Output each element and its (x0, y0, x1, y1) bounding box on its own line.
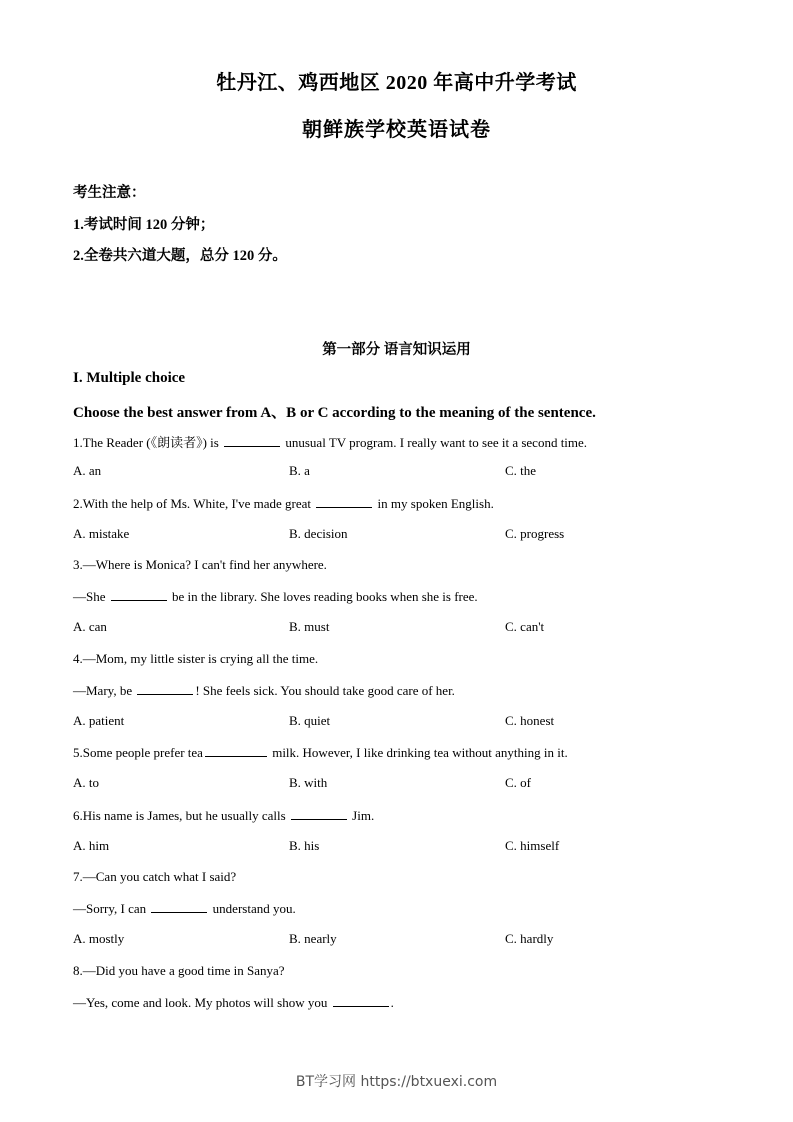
question-4-stem: 4.—Mom, my little sister is crying all the time. (73, 651, 319, 666)
question-4-option-a: A. patient (73, 713, 125, 728)
question-3-option-b: B. must (289, 619, 330, 634)
note-item: 1.考试时间 120 分钟； (73, 217, 215, 233)
question-5-stem: 5.Some people prefer tea milk. However, I like drinking tea without anything in it. (73, 745, 568, 760)
exam-title: 牡丹江、鸡西地区 2020 年高中升学考试 (216, 72, 577, 94)
question-5-option-a: A. to (73, 775, 99, 790)
question-1-stem: 1.The Reader (《朗读者》) is unusual TV program. I really want to see it a second time. (73, 435, 588, 450)
question-2-option-c: C. progress (505, 526, 565, 541)
question-5-option-c: C. of (505, 775, 531, 790)
answer-blank (316, 495, 372, 508)
question-7-stem: 7.—Can you catch what I said? (73, 869, 237, 884)
question-2-option-b: B. decision (289, 526, 348, 541)
question-2-option-a: A. mistake (73, 526, 130, 541)
question-7-option-a: A. mostly (73, 931, 125, 946)
question-6-stem: 6.His name is James, but he usually calls Jim. (73, 808, 375, 823)
question-6-option-b: B. his (289, 838, 320, 853)
question-8-reply: —Yes, come and look. My photos will show you . (73, 995, 394, 1010)
part-title: 第一部分 语言知识运用 (322, 342, 471, 358)
question-6-option-c: C. himself (505, 838, 560, 853)
section-instruction: Choose the best answer from A、B or C according to the meaning of the sentence. (73, 405, 596, 421)
question-1-option-a: A. an (73, 463, 102, 478)
question-4-option-b: B. quiet (289, 713, 331, 728)
question-7-option-c: C. hardly (505, 931, 554, 946)
question-3-stem: 3.—Where is Monica? I can't find her anywhere. (73, 557, 327, 572)
answer-blank (111, 588, 167, 601)
question-5-option-b: B. with (289, 775, 328, 790)
question-3-option-c: C. can't (505, 619, 545, 634)
answer-blank (205, 744, 267, 757)
question-4-option-c: C. honest (505, 713, 555, 728)
watermark-footer: BT学习网 https://btxuexi.com (295, 1074, 498, 1090)
question-3-reply: —She be in the library. She loves reading books when she is free. (73, 589, 478, 604)
note-item: 2.全卷共六道大题，总分 120 分。 (73, 248, 287, 264)
answer-blank (137, 682, 193, 695)
question-2-stem: 2.With the help of Ms. White, I've made great in my spoken English. (73, 496, 494, 511)
question-1-option-c: C. the (505, 463, 537, 478)
answer-blank (151, 900, 207, 913)
question-4-reply: —Mary, be ! She feels sick. You should take good care of her. (73, 683, 455, 698)
notes-heading: 考生注意： (73, 185, 146, 201)
question-1-option-b: B. a (289, 463, 310, 478)
answer-blank (291, 807, 347, 820)
question-6-option-a: A. him (73, 838, 110, 853)
question-3-option-a: A. can (73, 619, 107, 634)
question-8-stem: 8.—Did you have a good time in Sanya? (73, 963, 285, 978)
question-7-option-b: B. nearly (289, 931, 337, 946)
answer-blank (224, 434, 280, 447)
exam-subtitle: 朝鲜族学校英语试卷 (302, 119, 491, 141)
answer-blank (333, 994, 389, 1007)
section-title: I. Multiple choice (73, 370, 186, 386)
question-7-reply: —Sorry, I can understand you. (73, 901, 296, 916)
